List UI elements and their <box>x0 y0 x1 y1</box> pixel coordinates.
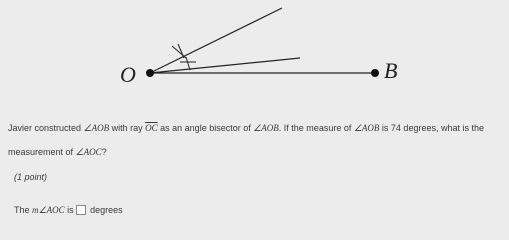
construction-arc-mark <box>186 57 190 70</box>
answer-input[interactable] <box>76 205 86 215</box>
construction-arc-mark <box>172 46 186 58</box>
construction-arc-mark <box>178 44 184 58</box>
angle-aob: ∠AOB <box>353 123 380 133</box>
point-b-label: B <box>384 58 398 83</box>
question-text: Javier constructed ∠AOB with ray $\overline{OC}$ as an angle bisector of ∠AOB. If the measure of ∠AOB is 74 degrees, what is the <box>8 123 484 133</box>
ray-oc <box>150 58 300 73</box>
question-text-continued: measurement of ∠AOC? <box>8 147 107 157</box>
ray-oc-notation: $\overline{OC}$ <box>145 123 158 133</box>
answer-expression: m∠AOC <box>32 205 65 215</box>
point-b <box>371 69 379 77</box>
ray-oa <box>150 8 282 73</box>
angle-diagram <box>0 0 509 110</box>
angle-aob: ∠AOB <box>253 123 279 133</box>
angle-aob: ∠AOB <box>83 123 110 133</box>
point-o-label: O <box>120 62 136 87</box>
answer-row: The m∠AOC is degrees <box>14 205 123 215</box>
points-label: (1 point) <box>14 172 48 182</box>
point-o <box>146 69 154 77</box>
angle-aoc: ∠AOC <box>75 147 102 157</box>
